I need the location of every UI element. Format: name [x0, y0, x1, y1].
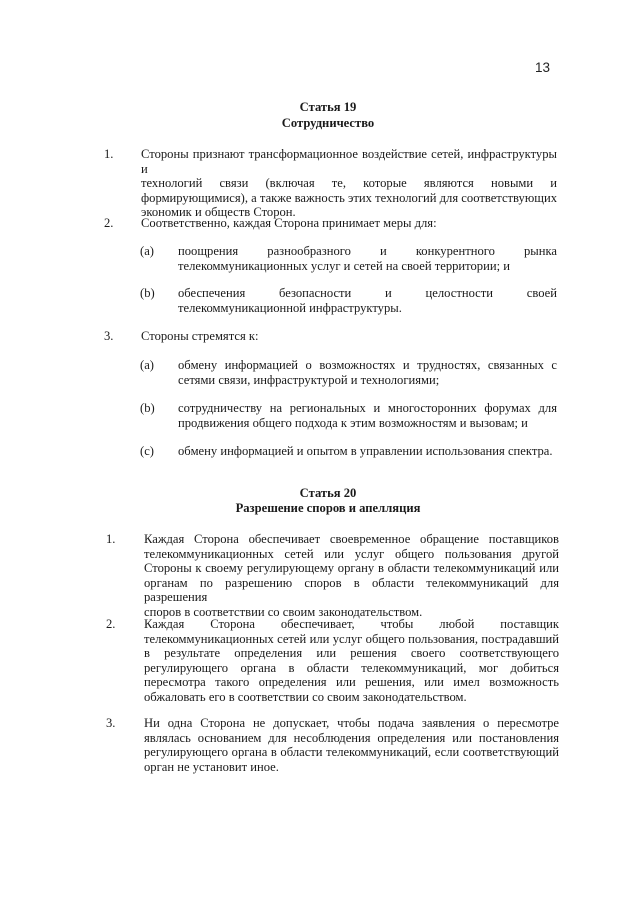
article-19-title: Статья 19 — [299, 100, 357, 114]
item-label: (a) — [140, 358, 154, 372]
paragraph-text: Стороны стремятся к: — [141, 329, 259, 343]
paragraph-number: 2. — [106, 617, 116, 631]
article-20-title: Статья 20 — [299, 486, 357, 500]
paragraph-text: Каждая Сторона обеспечивает своевременное обращение поставщиков телекоммуникационных сетей или услуг общего пользования другой Стороны к своему регулирующему органу в области телекоммуникаций или органам по разрешению споров в области телекоммуникаций для разрешения споров в соответствии со своим законодательством. — [144, 532, 559, 619]
paragraph-text: Ни одна Сторона не допускает, чтобы подача заявления о пересмотре являлась основанием для несоблюдения определения или постановления регулирующего органа в области телекоммуникаций, если соответствующий орган не установит иное. — [144, 716, 559, 774]
paragraph-number: 3. — [106, 716, 116, 730]
paragraph-number: 1. — [104, 147, 114, 161]
item-text: обмену информацией о возможностях и трудностях, связанных с сетями связи, инфраструктурой и технологиями; — [178, 358, 557, 387]
article-19-subtitle: Сотрудничество — [281, 116, 375, 130]
paragraph-number: 3. — [104, 329, 114, 343]
item-label: (a) — [140, 244, 154, 258]
paragraph-text: Соответственно, каждая Сторона принимает меры для: — [141, 216, 437, 230]
item-text: поощрения разнообразного и конкурентного рынка телекоммуникационных услуг и сетей на своей территории; и — [178, 244, 557, 273]
item-label: (b) — [140, 401, 155, 415]
paragraph-number: 1. — [106, 532, 116, 546]
paragraph-number: 2. — [104, 216, 114, 230]
paragraph-text: Каждая Сторона обеспечивает, чтобы любой поставщик телекоммуникационных сетей или услуг общего пользования, пострадавший в результате определения или решения своего соответствующего регулирующего органа в области телекоммуникаций, мог добиться пересмотра такого определения или решения, или имел возможность обжаловать его в соответствии со своим законодательством. — [144, 617, 559, 704]
item-text: обмену информацией и опытом в управлении использования спектра. — [178, 444, 553, 458]
article-20-subtitle: Разрешение споров и апелляция — [235, 501, 421, 515]
item-text: сотрудничеству на региональных и многосторонних форумах для продвижения общего подхода к этим возможностям и вызовам; и — [178, 401, 557, 430]
item-label: (b) — [140, 286, 155, 300]
item-text: обеспечения безопасности и целостности своей телекоммуникационной инфраструктуры. — [178, 286, 557, 315]
paragraph-text: Стороны признают трансформационное воздействие сетей, инфраструктуры и технологий связи (включая те, которые являются новыми и формирующимися), а также важность этих технологий для соответствующих экономик и обществ Сторон. — [141, 147, 557, 220]
item-label: (c) — [140, 444, 154, 458]
page-number: 13 — [535, 60, 551, 75]
